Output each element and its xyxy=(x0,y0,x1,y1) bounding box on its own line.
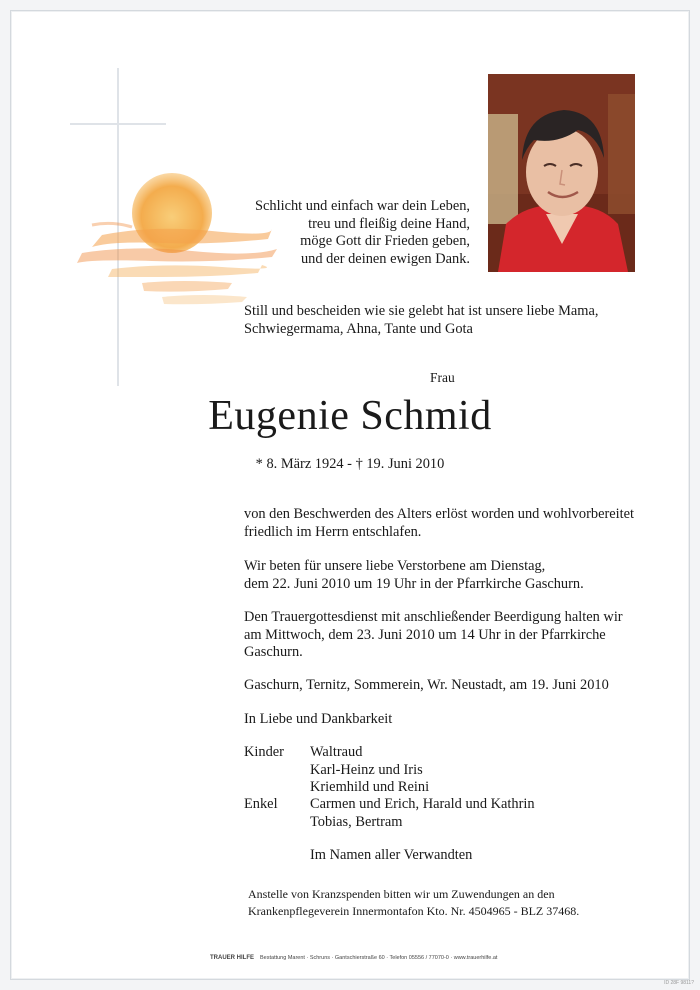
family-member: Kriemhild und Reini xyxy=(310,779,430,795)
footer-brand: TRAUER HILFE xyxy=(210,955,254,961)
paragraph-prayer xyxy=(244,558,584,593)
deceased-name: Eugenie Schmid xyxy=(208,393,492,439)
notice-line: Krankenpflegeverein Innermontafon Kto. Nr. 4504965 - BLZ 37468. xyxy=(248,903,580,918)
enkel-label: Enkel xyxy=(244,796,278,812)
family-member: Waltraud xyxy=(310,744,363,760)
family-member: Karl-Heinz und Iris xyxy=(310,761,423,778)
document-code: ID 28F 9811? xyxy=(664,980,694,986)
life-dates: * 8. März 1924 - † 19. Juni 2010 xyxy=(255,456,445,472)
kinder-list xyxy=(310,744,429,797)
paragraph-places-date xyxy=(244,677,609,695)
intro-text xyxy=(244,303,598,338)
notice-line: Anstelle von Kranzspenden bitten wir um Zuwendungen an den xyxy=(248,887,555,901)
text-line: In Liebe und Dankbarkeit xyxy=(244,711,393,727)
intro-line: Still und bescheiden wie sie gelebt hat ist unsere liebe Mama, xyxy=(244,303,599,319)
footer-text: Bestattung Marent · Schruns · Gantschierstraße 60 · Telefon 05556 / 77070-0 · www.trauerhilfe.at xyxy=(260,955,498,961)
poem xyxy=(228,198,470,268)
paragraph-funeral xyxy=(244,609,623,662)
donation-notice xyxy=(248,886,579,919)
kinder-label: Kinder xyxy=(244,744,284,760)
text-line: von den Beschwerden des Alters erlöst worden und wohlvorbereitet xyxy=(244,506,635,522)
paragraph-love xyxy=(244,711,392,729)
text-line: Gaschurn. xyxy=(244,644,303,660)
text-line: friedlich im Herrn entschlafen. xyxy=(244,523,422,540)
poem-line: möge Gott dir Frieden geben, xyxy=(300,233,470,249)
family-member: Carmen und Erich, Harald und Kathrin xyxy=(310,796,535,812)
cross-horizontal xyxy=(70,123,166,125)
text-line: Gaschurn, Ternitz, Sommerein, Wr. Neustadt, am 19. Juni 2010 xyxy=(244,677,609,693)
text-line: Wir beten für unsere liebe Verstorbene am Dienstag, xyxy=(244,558,546,574)
poem-line: und der deinen ewigen Dank. xyxy=(300,250,470,267)
footer xyxy=(210,955,497,961)
family-member: Tobias, Bertram xyxy=(310,813,403,830)
closing xyxy=(310,847,472,865)
text-line: Den Trauergottesdienst mit anschließender Beerdigung halten wir xyxy=(244,609,623,625)
poem-line: Schlicht und einfach war dein Leben, xyxy=(255,198,470,214)
intro-line: Schwiegermama, Ahna, Tante und Gota xyxy=(244,320,473,337)
poem-line: treu und fleißig deine Hand, xyxy=(308,215,470,232)
title-prefix: Frau xyxy=(430,370,455,385)
text-line: am Mittwoch, dem 23. Juni 2010 um 14 Uhr in der Pfarrkirche xyxy=(244,626,606,643)
paragraph-passing xyxy=(244,506,634,541)
portrait-photo xyxy=(488,74,635,272)
text-line: dem 22. Juni 2010 um 19 Uhr in der Pfarrkirche Gaschurn. xyxy=(244,575,584,592)
enkel-list xyxy=(310,796,535,831)
closing-line: Im Namen aller Verwandten xyxy=(310,847,473,863)
